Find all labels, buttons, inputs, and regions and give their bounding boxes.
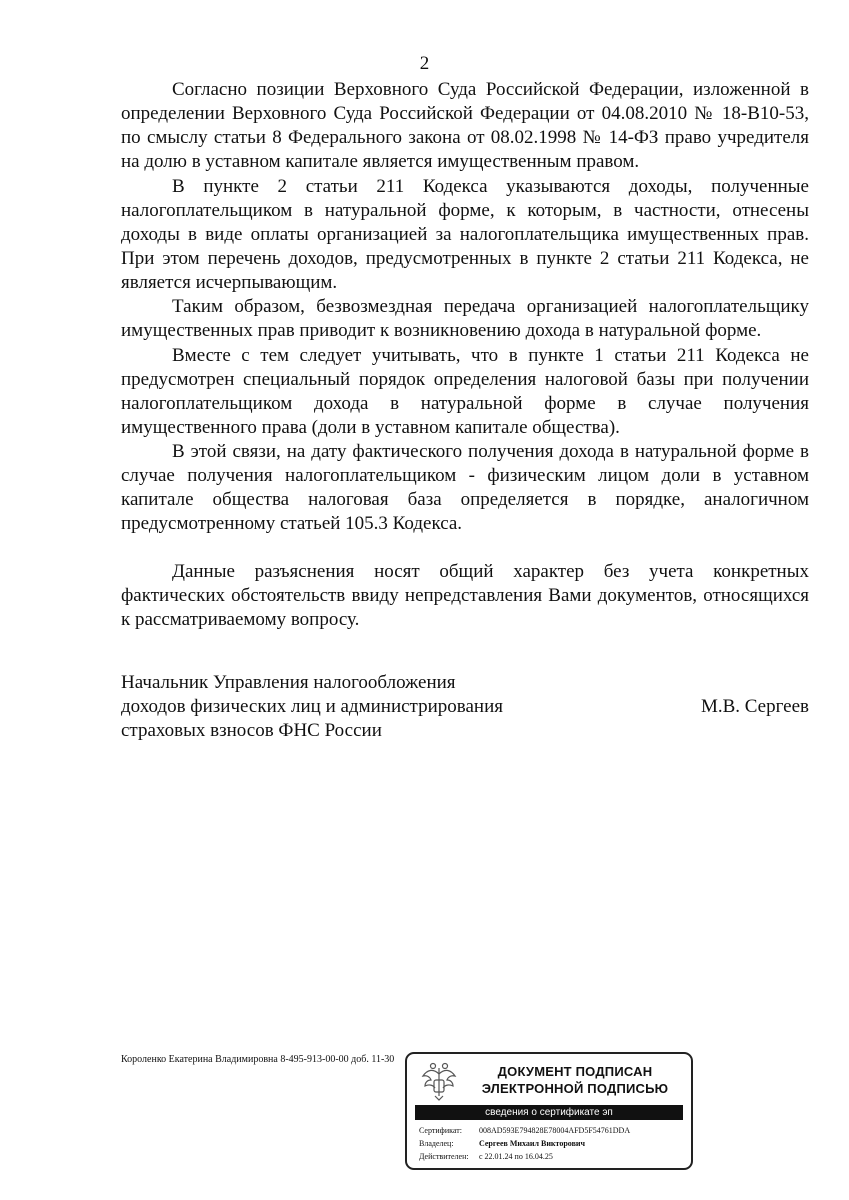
owner-value: Сергеев Михаил Викторович [479, 1139, 586, 1148]
certificate-value: 008AD593E794828E78004AFD5F54761DDA [479, 1126, 631, 1135]
paragraph-3: Таким образом, безвозмездная передача организацией налогоплательщику имущественных прав приводит к возникновению дохода в натуральной форме. [121, 296, 809, 341]
paragraph-4: Вместе с тем следует учитывать, что в пункте 1 статьи 211 Кодекса не предусмотрен специальный порядок определения налоговой базы при получении налогоплательщиком дохода в натуральной форме в случае получения имущественного права (доли в уставном капитале общества). [121, 344, 809, 438]
coat-of-arms-icon [417, 1060, 461, 1104]
validity-label: Действителен: [419, 1152, 469, 1161]
paragraph-1: Согласно позиции Верховного Суда Российской Федерации, изложенной в определении Верховного Суда Российской Федерации от 04.08.2010 № 18-В10-53, по смыслу статьи 8 Федерального закона от 08.02.1998 № 14-ФЗ право учредителя на долю в уставном капитале является имущественным правом. [121, 79, 809, 172]
signature-block [121, 671, 809, 743]
validity-value: с 22.01.24 по 16.04.25 [479, 1152, 553, 1161]
owner-label: Владелец: [419, 1139, 454, 1148]
e-signature-stamp [405, 1052, 693, 1170]
paragraph-6-disclaimer: Данные разъяснения носят общий характер без учета конкретных фактических обстоятельств ввиду непредставления Вами документов, относящихся к рассматриваемому вопросу. [121, 561, 809, 630]
signer-position-line: страховых взносов ФНС России [121, 720, 382, 741]
paragraph-5: В этой связи, на дату фактического получения дохода в натуральной форме в случае получения налогоплательщиком - физическим лицом доли в уставном капитале общества налоговая база определяется в порядке, аналогичном предусмотренному статьей 105.3 Кодекса. [121, 441, 809, 534]
validity-row [419, 1150, 685, 1163]
letter-body [121, 78, 809, 633]
page-number: 2 [419, 53, 430, 74]
signer-name: М.В. Сергеев [700, 696, 809, 717]
stamp-heading-line: ЭЛЕКТРОННОЙ ПОДПИСЬЮ [481, 1081, 669, 1096]
stamp-heading [465, 1063, 685, 1097]
stamp-heading-line: ДОКУМЕНТ ПОДПИСАН [497, 1064, 653, 1079]
signer-position-line: Начальник Управления налогообложения [121, 672, 456, 693]
owner-row [419, 1137, 685, 1150]
certificate-details [419, 1124, 685, 1163]
certificate-info-bar: сведения о сертификате эп [415, 1105, 683, 1120]
signer-position-line: доходов физических лиц и администрирования [121, 696, 503, 717]
executor-contact: Короленко Екатерина Владимировна 8-495-913-00-00 доб. 11-30 [121, 1054, 395, 1065]
paragraph-2: В пункте 2 статьи 211 Кодекса указываются доходы, полученные налогоплательщиком в натуральной форме, к которым, в частности, отнесены доходы в виде оплаты организацией за налогоплательщика имущественных прав. При этом перечень доходов, предусмотренных в пункте 2 статьи 211 Кодекса, не является исчерпывающим. [121, 175, 809, 293]
certificate-label: Сертификат: [419, 1126, 462, 1135]
certificate-row [419, 1124, 685, 1137]
